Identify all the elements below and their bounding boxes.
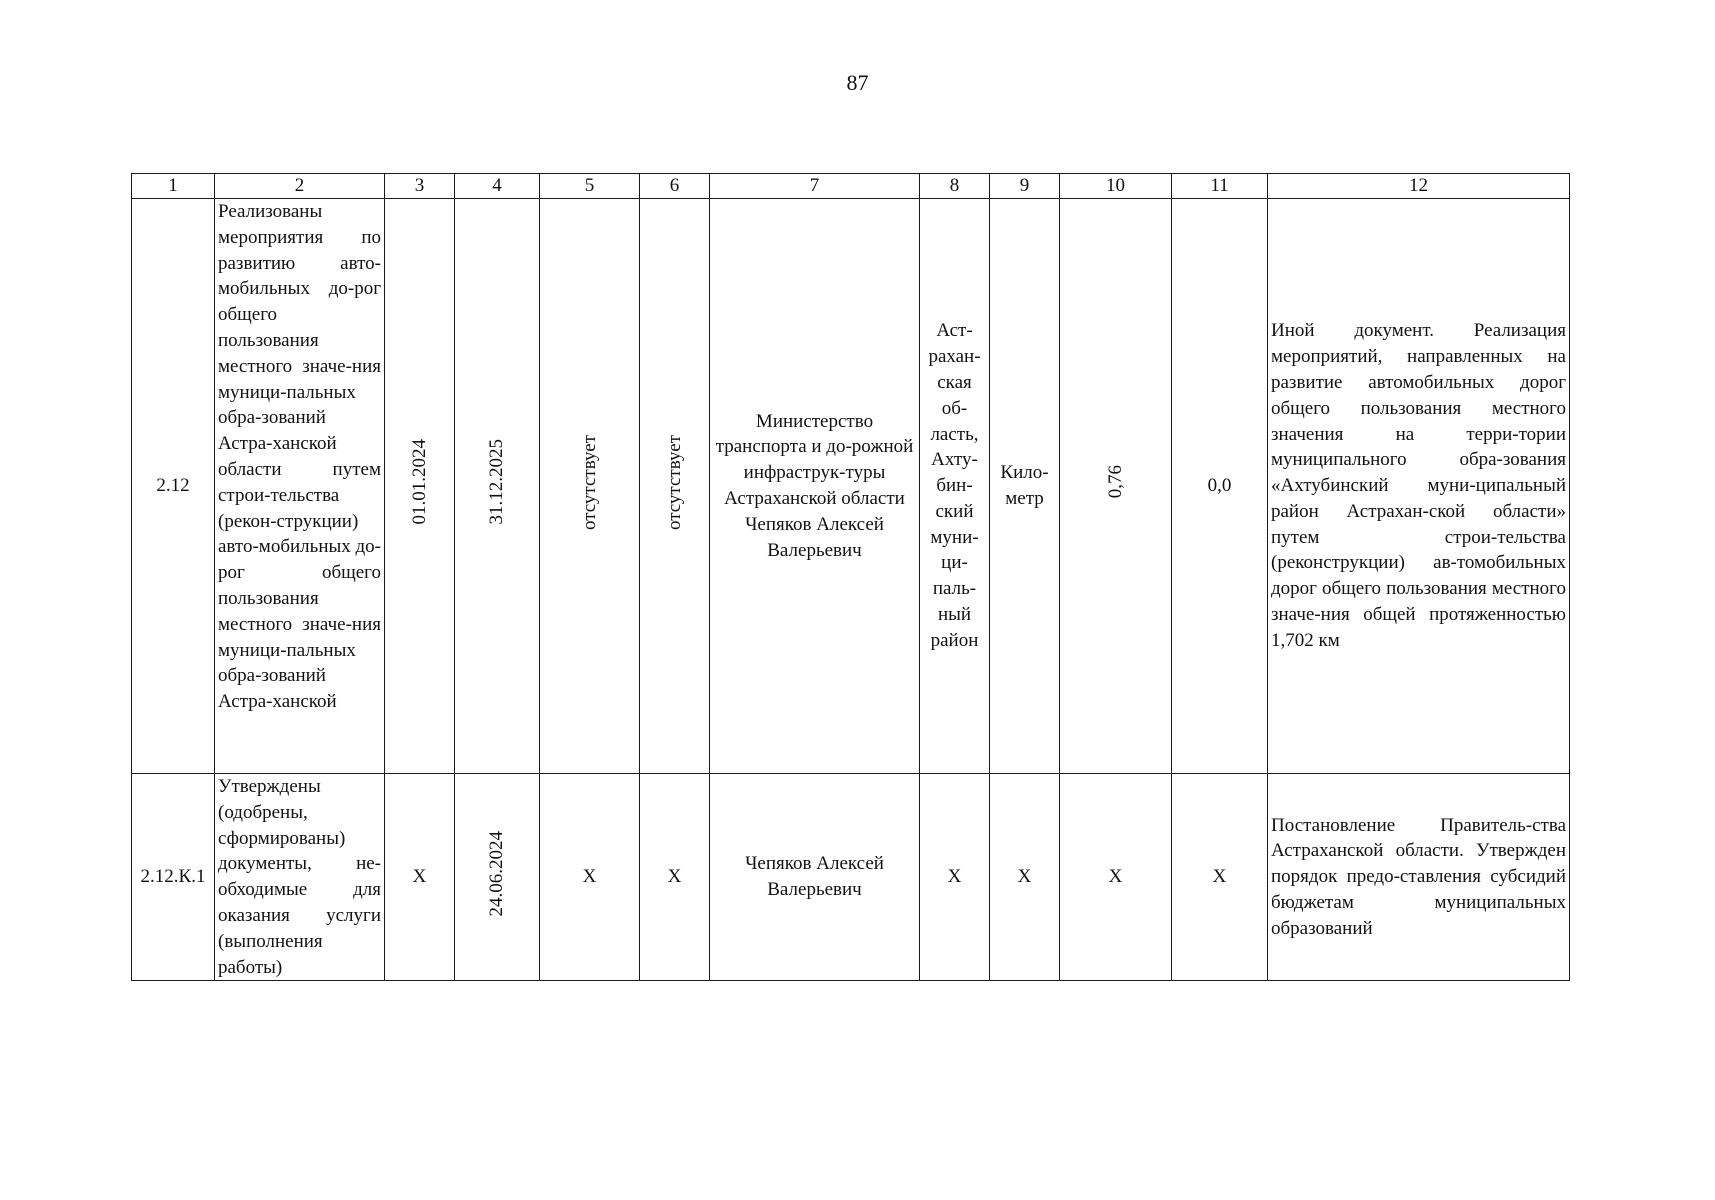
header-cell: 12 <box>1268 174 1570 199</box>
header-cell: 3 <box>385 174 455 199</box>
responsible: Министерство транспорта и до-рожной инфраструк-туры Астраханской области Чепяков Алексей Валерьевич <box>710 199 920 774</box>
col5-value: отсутствует <box>540 199 640 774</box>
header-cell: 7 <box>710 174 920 199</box>
header-cell: 8 <box>920 174 990 199</box>
header-cell: 10 <box>1060 174 1172 199</box>
territory: Аст-рахан-ская об-ласть, Ахту-бин-ский муни-ци-паль-ный район <box>920 199 990 774</box>
document-description: Постановление Правитель-ства Астраханской области. Утвержден порядок предо-ставления субсидий бюджетам муниципальных образований <box>1268 774 1570 981</box>
end-date: 31.12.2025 <box>455 199 540 774</box>
row-number: 2.12.К.1 <box>132 774 215 981</box>
table-row <box>132 774 1570 981</box>
page-number: 87 <box>846 70 869 95</box>
value: 0,76 <box>1060 199 1172 774</box>
header-cell: 11 <box>1172 174 1268 199</box>
header-cell: 4 <box>455 174 540 199</box>
header-cell: 1 <box>132 174 215 199</box>
result-name: Утверждены (одобрены, сформированы) документы, не-обходимые для оказания услуги (выполнения работы) <box>215 774 385 981</box>
document-description: Иной документ. Реализация мероприятий, направленных на развитие автомобильных дорог общего пользования местного значения на терри-тории муниципального обра-зования «Ахтубинский муни-ципальный район Астрахан-ской области» путем строи-тельства (реконструкции) ав-томобильных дорог общего пользования местного значе-ния общей протяженностью 1,702 км <box>1268 199 1570 774</box>
header-cell: 5 <box>540 174 640 199</box>
col11-value: 0,0 <box>1172 199 1268 774</box>
col11-value: X <box>1172 774 1268 981</box>
unit: X <box>990 774 1060 981</box>
territory: X <box>920 774 990 981</box>
row-number: 2.12 <box>132 199 215 774</box>
col6-value: отсутствует <box>640 199 710 774</box>
table-row <box>132 199 1570 774</box>
value: X <box>1060 774 1172 981</box>
start-date: 01.01.2024 <box>385 199 455 774</box>
col5-value: X <box>540 774 640 981</box>
col6-value: X <box>640 774 710 981</box>
header-row <box>132 174 1570 199</box>
result-name: Реализованы мероприятия по развитию авто-мобильных до-рог общего пользования местного значе-ния муници-пальных обра-зований Астра-ханской области путем строи-тельства (рекон-струкции) авто-мобильных до-рог общего пользования местного значе-ния муници-пальных обра-зований Астра-ханской <box>215 199 385 774</box>
header-cell: 9 <box>990 174 1060 199</box>
end-date: 24.06.2024 <box>455 774 540 981</box>
header-cell: 2 <box>215 174 385 199</box>
plan-table <box>131 173 1570 981</box>
unit: Кило-метр <box>990 199 1060 774</box>
header-cell: 6 <box>640 174 710 199</box>
start-date: X <box>385 774 455 981</box>
responsible: Чепяков Алексей Валерьевич <box>710 774 920 981</box>
